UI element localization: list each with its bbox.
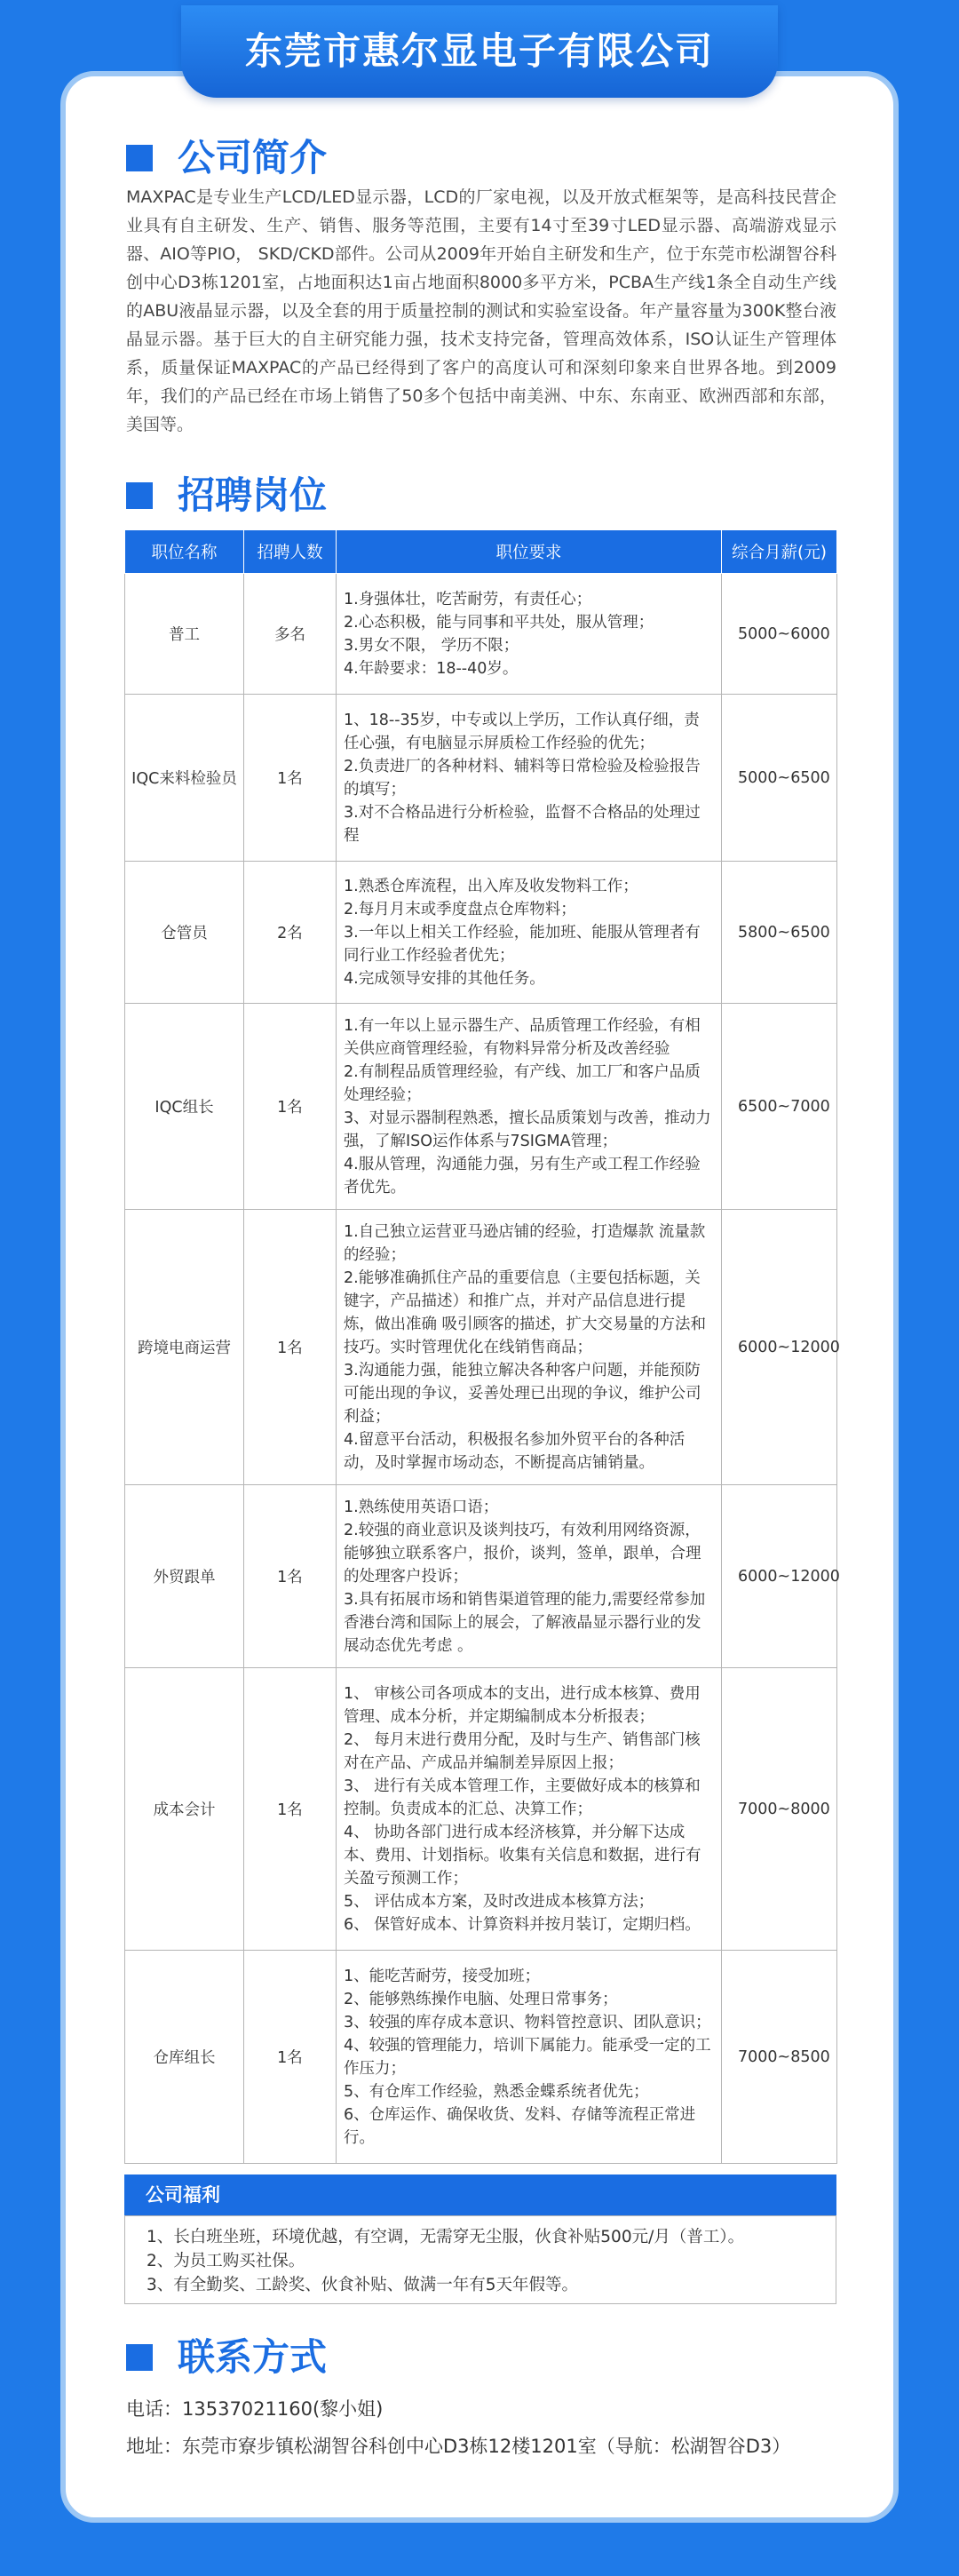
job-salary: 6500~7000: [722, 1004, 837, 1210]
req-line: 3.具有拓展市场和销售渠道管理的能力,需要经常参加香港台湾和国际上的展会，了解液晶显示器行业的发展动态优先考虑 。: [344, 1590, 706, 1655]
job-name: 外贸跟单: [125, 1485, 244, 1668]
job-requirements: [337, 1951, 722, 2164]
intro-title: 公司简介: [178, 136, 328, 179]
req-line: 5、有仓库工作经验，熟悉金蝶系统者优先；: [344, 2082, 649, 2101]
jobs-table: [124, 529, 840, 2164]
job-salary: 5000~6500: [722, 695, 837, 862]
job-count: 多名: [244, 574, 337, 695]
req-line: 4.完成领导安排的其他任务。: [344, 969, 545, 988]
job-requirements: [337, 1668, 722, 1951]
job-count: 1名: [244, 1951, 337, 2164]
table-row: [125, 1485, 837, 1668]
req-line: 2、能够熟练操作电脑、处理日常事务；: [344, 1990, 618, 2008]
contact-phone: 电话：13537021160(黎小姐): [126, 2398, 384, 2420]
section-square-icon: [126, 145, 153, 171]
job-count: 1名: [244, 1210, 337, 1485]
req-line: 4.年龄要求：18--40岁。: [344, 659, 519, 678]
req-line: 5、 评估成本方案，及时改进成本核算方法；: [344, 1892, 654, 1911]
req-line: 1.身强体壮，吃苦耐劳，有责任心；: [344, 590, 592, 608]
req-line: 4、较强的管理能力，培训下属能力。能承受一定的工作压力；: [344, 2036, 711, 2078]
job-salary: 5000~6000: [722, 574, 837, 695]
section-square-icon: [126, 482, 153, 509]
header-salary: 综合月薪(元): [722, 530, 837, 574]
req-line: 1.自己独立运营亚马逊店铺的经验，打造爆款 流量款的经验；: [344, 1222, 706, 1264]
req-line: 4.留意平台活动，积极报名参加外贸平台的各种活动，及时掌握市场动态，不断提高店铺销量。: [344, 1430, 686, 1472]
table-row: [125, 862, 837, 1004]
req-line: 3、 进行有关成本管理工作，主要做好成本的核算和控制。负责成本的汇总、决算工作；: [344, 1777, 701, 1818]
job-requirements: [337, 695, 722, 862]
req-line: 3.一年以上相关工作经验，能加班、能服从管理者有同行业工作经验者优先；: [344, 923, 701, 965]
job-salary: 5800~6500: [722, 862, 837, 1004]
job-requirements: [337, 574, 722, 695]
welfare-item: 2、为员工购买社保。: [147, 2252, 305, 2270]
table-row: [125, 1004, 837, 1210]
section-contact: [126, 2331, 327, 2384]
job-name: IQC组长: [125, 1004, 244, 1210]
req-line: 2.心态积极，能与同事和平共处，服从管理；: [344, 613, 654, 632]
req-line: 1、能吃苦耐劳，接受加班；: [344, 1967, 541, 1985]
req-line: 3.沟通能力强，能独立解决各种客户问题，并能预防可能出现的争议，妥善处理已出现的争议，维护公司利益；: [344, 1361, 701, 1426]
req-line: 4.服从管理，沟通能力强，另有生产或工程工作经验者优先。: [344, 1155, 701, 1197]
welfare-list: [124, 2215, 836, 2304]
req-line: 2.有制程品质管理经验，有产线、加工厂和客户品质处理经验；: [344, 1062, 701, 1104]
job-requirements: [337, 1004, 722, 1210]
req-line: 1.熟练使用英语口语；: [344, 1498, 499, 1516]
job-name: 普工: [125, 574, 244, 695]
intro-text: MAXPAC是专业生产LCD/LED显示器，LCD的厂家电视，以及开放式框架等，是高科技民营企业具有自主研发、生产、销售、服务等范围，主要有14寸至39寸LED显示器、高端游戏显示器、AIO等PIO， SKD/CKD部件。公司从2009年开始自主研发和生产，位于东莞市松湖智谷科创中心D3栋1201室，占地面积达1亩占地面积8000多平方米，PCBA生产线1条全自动生产线的ABU液晶显示器，以及全套的用于质量控制的测试和实验室设备。年产量容量为300K整台液晶显示器。基于巨大的自主研究能力强，技术支持完备，管理高效体系，ISO认证生产管理体系，质量保证MAXPAC的产品已经得到了客户的高度认可和深刻印象来自世界各地。到2009年，我们的产品已经在市场上销售了50多个包括中南美洲、中东、东南亚、欧洲西部和东部，美国等。: [126, 187, 836, 434]
section-intro: [126, 131, 327, 185]
job-salary: 6000~12000: [722, 1210, 837, 1485]
contact-address: 地址：东莞市寮步镇松湖智谷科创中心D3栋12楼1201室（导航：松湖智谷D3）: [126, 2436, 791, 2457]
table-row: [125, 1668, 837, 1951]
section-square-icon: [126, 2344, 153, 2371]
job-requirements: [337, 862, 722, 1004]
req-line: 2.较强的商业意识及谈判技巧，有效利用网络资源，能够独立联系客户，报价，谈判，签单，跟单，合理的处理客户投诉；: [344, 1521, 701, 1586]
job-requirements: [337, 1485, 722, 1668]
job-requirements: [337, 1210, 722, 1485]
header-requirements: 职位要求: [337, 530, 722, 574]
jobs-title: 招聘岗位: [178, 473, 328, 517]
job-name: 仓库组长: [125, 1951, 244, 2164]
table-row: [125, 695, 837, 862]
req-line: 1.有一年以上显示器生产、品质管理工作经验，有相关供应商管理经验，有物料异常分析及改善经验: [344, 1016, 701, 1058]
header-count: 招聘人数: [244, 530, 337, 574]
req-line: 4、 协助各部门进行成本经济核算，并分解下达成本、费用、计划指标。收集有关信息和数据，进行有关盈亏预测工作；: [344, 1823, 701, 1888]
job-count: 2名: [244, 862, 337, 1004]
job-name: 成本会计: [125, 1668, 244, 1951]
job-count: 1名: [244, 695, 337, 862]
welfare-title: 公司福利: [124, 2174, 836, 2215]
req-line: 3.对不合格品进行分析检验，监督不合格品的处理过程: [344, 803, 701, 845]
req-line: 1、 审核公司各项成本的支出，进行成本核算、费用管理、成本分析，并定期编制成本分析报表；: [344, 1684, 701, 1726]
req-line: 2.能够准确抓住产品的重要信息（主要包括标题，关键字，产品描述）和推广点，并对产品信息进行提炼，做出准确 吸引顾客的描述，扩大交易量的方法和技巧。实时管理优化在线销售商品；: [344, 1268, 707, 1356]
header-position: 职位名称: [125, 530, 244, 574]
job-name: 仓管员: [125, 862, 244, 1004]
req-line: 1.熟悉仓库流程，出入库及收发物料工作；: [344, 877, 638, 895]
jobs-header-row: [125, 530, 837, 574]
job-name: IQC来料检验员: [125, 695, 244, 862]
welfare-item: 1、长白班坐班，环境优越，有空调，无需穿无尘服，伙食补贴500元/月（普工）。: [147, 2228, 745, 2246]
req-line: 6、仓库运作、确保收货、发料、存储等流程正常进行。: [344, 2105, 696, 2147]
req-line: 2、 每月末进行费用分配，及时与生产、销售部门核对在产品、产成品并编制差异原因上报；: [344, 1730, 701, 1772]
req-line: 2.负责进厂的各种材料、辅料等日常检验及检验报告的填写；: [344, 757, 701, 799]
job-name: 跨境电商运营: [125, 1210, 244, 1485]
section-jobs: [126, 469, 327, 522]
job-salary: 6000~12000: [722, 1485, 837, 1668]
table-row: [125, 1210, 837, 1485]
contact-title: 联系方式: [178, 2335, 328, 2379]
job-salary: 7000~8500: [722, 1951, 837, 2164]
req-line: 2.每月月末或季度盘点仓库物料；: [344, 900, 576, 918]
welfare-item: 3、有全勤奖、工龄奖、伙食补贴、做满一年有5天年假等。: [147, 2276, 579, 2294]
req-line: 3.男女不限， 学历不限；: [344, 636, 519, 655]
req-line: 1、18--35岁，中专或以上学历，工作认真仔细，责任心强，有电脑显示屏质检工作经验的优先；: [344, 711, 700, 752]
table-row: [125, 574, 837, 695]
job-count: 1名: [244, 1004, 337, 1210]
req-line: 6、 保管好成本、计算资料并按月装订，定期归档。: [344, 1915, 701, 1934]
job-count: 1名: [244, 1485, 337, 1668]
company-name-banner: 东莞市惠尔显电子有限公司: [181, 5, 778, 98]
req-line: 3、较强的库存成本意识、物料管控意识、团队意识；: [344, 2013, 711, 2031]
job-salary: 7000~8000: [722, 1668, 837, 1951]
table-row: [125, 1951, 837, 2164]
job-count: 1名: [244, 1668, 337, 1951]
req-line: 3、对显示器制程熟悉，擅长品质策划与改善，推动力强，了解ISO运作体系与7SIGMA管理；: [344, 1109, 711, 1150]
